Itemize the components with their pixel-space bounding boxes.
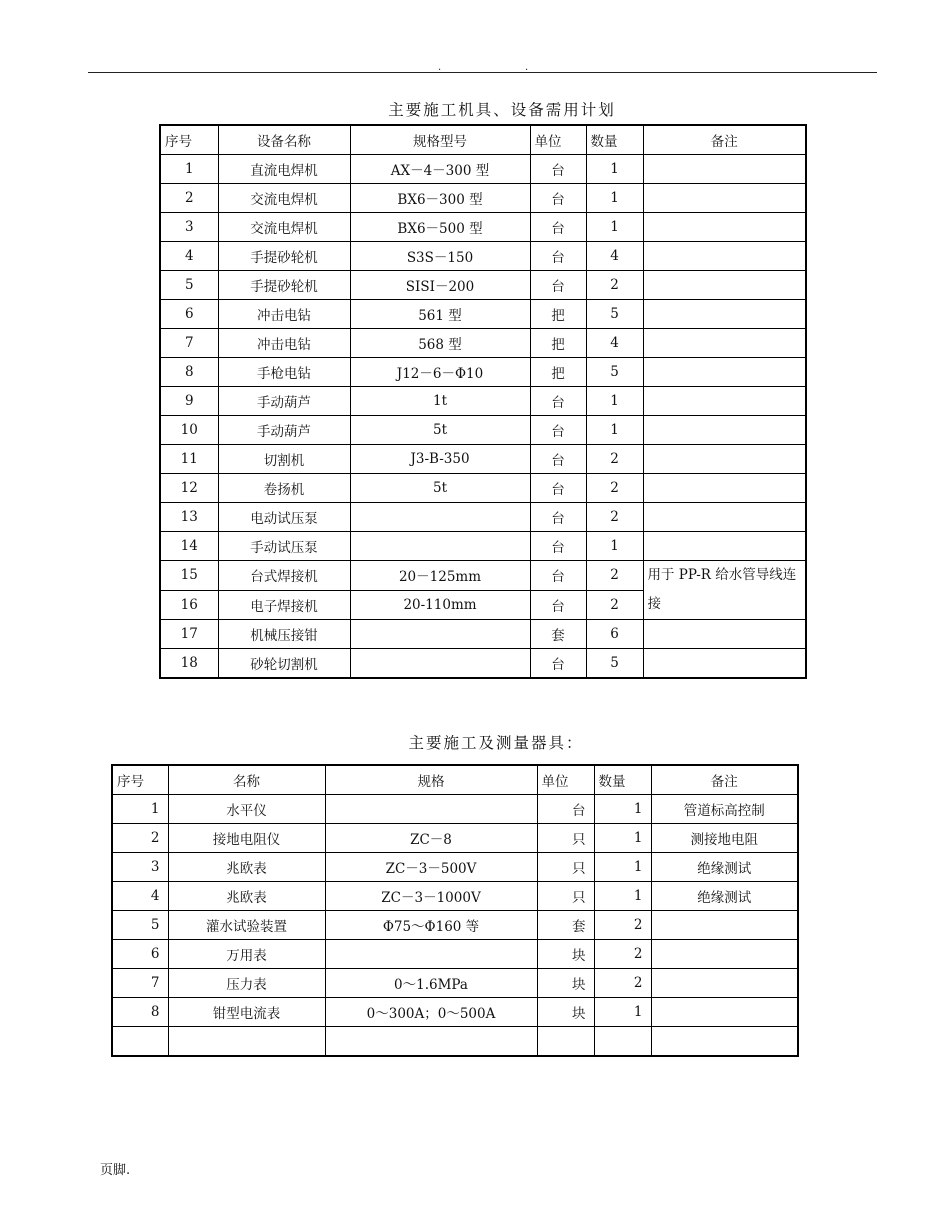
cell-qty: 2 [594,911,651,940]
table-header-row [112,765,798,795]
cell-spec: Φ75～Φ160 等 [325,911,537,940]
cell-qty: 1 [586,387,643,416]
cell-name: 电子焊接机 [218,590,350,620]
cell-qty: 1 [586,416,643,445]
cell-index: 4 [112,882,168,911]
cell-unit: 台 [530,590,586,620]
cell-name: 水平仪 [168,795,325,824]
cell-spec: 0～300A；0～500A [325,998,537,1027]
cell-remark: 测接地电阻 [651,824,798,853]
cell-unit [537,1027,594,1057]
cell-unit: 台 [530,271,586,300]
cell-remark [643,387,806,416]
table-row [112,998,798,1027]
cell-name: 台式焊接机 [218,561,350,591]
cell-name: 冲击电钻 [218,300,350,329]
cell-spec: 5t [350,416,530,445]
cell-index: 18 [160,649,218,679]
header-spec: 规格 [325,765,537,795]
cell-spec: 568 型 [350,329,530,358]
cell-index: 16 [160,590,218,620]
cell-remark [651,911,798,940]
cell-unit: 台 [530,416,586,445]
cell-index: 7 [112,969,168,998]
header-index: 序号 [160,125,218,155]
header-index: 序号 [112,765,168,795]
cell-unit: 台 [530,184,586,213]
cell-spec [350,649,530,679]
cell-spec [325,940,537,969]
cell-name: 接地电阻仪 [168,824,325,853]
cell-remark [643,503,806,532]
table-row [112,882,798,911]
cell-name: 兆欧表 [168,853,325,882]
header-dot: . [525,62,529,73]
cell-name: 切割机 [218,445,350,474]
cell-unit: 把 [530,358,586,387]
cell-index: 10 [160,416,218,445]
cell-remark [643,620,806,649]
header-unit: 单位 [537,765,594,795]
cell-unit: 台 [530,155,586,184]
table-row [160,329,806,358]
cell-qty: 2 [594,969,651,998]
cell-name: 交流电焊机 [218,184,350,213]
table-row [160,532,806,561]
cell-remark [651,1027,798,1057]
cell-name: 兆欧表 [168,882,325,911]
cell-unit: 块 [537,998,594,1027]
cell-index: 2 [112,824,168,853]
table1-title: 主要施工机具、设备需用计划 [388,101,616,119]
cell-spec: ZC－3－500V [325,853,537,882]
cell-spec: S3S－150 [350,242,530,271]
table-row [160,474,806,503]
header-dot: . [438,62,442,73]
cell-qty: 1 [586,213,643,242]
table-row [160,184,806,213]
table-row [160,271,806,300]
cell-spec: 20-110mm [350,590,530,620]
cell-index: 5 [160,271,218,300]
cell-index: 6 [160,300,218,329]
cell-index: 15 [160,561,218,591]
table-row [112,969,798,998]
cell-qty: 1 [594,824,651,853]
cell-remark [643,213,806,242]
cell-qty: 2 [586,590,643,620]
cell-index [112,1027,168,1057]
cell-name: 手提砂轮机 [218,271,350,300]
cell-index: 2 [160,184,218,213]
cell-name: 交流电焊机 [218,213,350,242]
page-footer: 页脚. [100,1163,131,1178]
table-row [112,824,798,853]
cell-remark [651,998,798,1027]
cell-unit: 只 [537,853,594,882]
header-remark: 备注 [651,765,798,795]
cell-unit: 块 [537,940,594,969]
cell-name: 手动葫芦 [218,387,350,416]
cell-name: 卷扬机 [218,474,350,503]
cell-name: 万用表 [168,940,325,969]
cell-remark [643,649,806,679]
cell-index: 8 [112,998,168,1027]
cell-index: 6 [112,940,168,969]
cell-spec: J3-B-350 [350,445,530,474]
cell-qty: 6 [586,620,643,649]
cell-spec: SISI－200 [350,271,530,300]
cell-qty: 1 [586,155,643,184]
cell-qty: 2 [586,503,643,532]
cell-remark [643,155,806,184]
cell-unit: 把 [530,300,586,329]
cell-index: 1 [160,155,218,184]
cell-unit: 台 [530,503,586,532]
equipment-table [159,124,807,679]
header-spec: 规格型号 [350,125,530,155]
cell-index: 9 [160,387,218,416]
cell-qty: 1 [594,795,651,824]
header-name: 名称 [168,765,325,795]
cell-index: 13 [160,503,218,532]
cell-remark [643,329,806,358]
cell-unit: 台 [530,445,586,474]
header-qty: 数量 [594,765,651,795]
table-row [112,795,798,824]
cell-unit: 块 [537,969,594,998]
cell-remark [643,271,806,300]
cell-remark [651,969,798,998]
cell-index: 11 [160,445,218,474]
measuring-tools-table [111,764,799,1057]
cell-remark: 绝缘测试 [651,882,798,911]
cell-spec: 5t [350,474,530,503]
cell-qty: 4 [586,329,643,358]
cell-remark [643,532,806,561]
cell-remark [643,358,806,387]
cell-unit: 只 [537,824,594,853]
header-rule [88,72,877,73]
cell-remark-merged: 用于 PP-R 给水管导线连接 [643,561,806,620]
table-row [160,503,806,532]
cell-qty: 1 [586,532,643,561]
cell-remark [643,474,806,503]
header-qty: 数量 [586,125,643,155]
cell-spec [325,1027,537,1057]
table-row [112,940,798,969]
cell-qty: 2 [594,940,651,969]
cell-qty: 5 [586,358,643,387]
cell-unit: 只 [537,882,594,911]
cell-index: 4 [160,242,218,271]
cell-name: 砂轮切割机 [218,649,350,679]
cell-unit: 套 [530,620,586,649]
cell-name: 手动葫芦 [218,416,350,445]
cell-qty [594,1027,651,1057]
cell-name: 手提砂轮机 [218,242,350,271]
cell-spec: ZC－3－1000V [325,882,537,911]
table-row [160,416,806,445]
header-remark: 备注 [643,125,806,155]
cell-unit: 把 [530,329,586,358]
header-name: 设备名称 [218,125,350,155]
cell-spec: AX－4－300 型 [350,155,530,184]
cell-name: 灌水试验装置 [168,911,325,940]
cell-remark: 管道标高控制 [651,795,798,824]
cell-spec: 1t [350,387,530,416]
table-row [112,1027,798,1057]
cell-name: 电动试压泵 [218,503,350,532]
cell-unit: 台 [530,649,586,679]
cell-qty: 1 [594,853,651,882]
cell-qty: 4 [586,242,643,271]
cell-name: 压力表 [168,969,325,998]
cell-unit: 台 [537,795,594,824]
cell-qty: 1 [594,882,651,911]
cell-index: 17 [160,620,218,649]
cell-name: 手动试压泵 [218,532,350,561]
cell-unit: 台 [530,213,586,242]
cell-remark [643,445,806,474]
table-row [112,911,798,940]
cell-unit: 台 [530,532,586,561]
cell-spec: ZC－8 [325,824,537,853]
cell-index: 14 [160,532,218,561]
cell-unit: 台 [530,242,586,271]
cell-index: 12 [160,474,218,503]
cell-spec [350,503,530,532]
cell-qty: 5 [586,649,643,679]
table-row [160,155,806,184]
table-row [160,213,806,242]
cell-qty: 1 [586,184,643,213]
table-row [160,387,806,416]
cell-spec [350,620,530,649]
cell-index: 3 [160,213,218,242]
cell-remark: 绝缘测试 [651,853,798,882]
table2-title: 主要施工及测量器具： [408,734,584,752]
cell-spec: 561 型 [350,300,530,329]
cell-remark [651,940,798,969]
cell-index: 1 [112,795,168,824]
table-row [112,853,798,882]
cell-spec: 20－125mm [350,561,530,591]
table-row [160,445,806,474]
table-row [160,649,806,679]
cell-qty: 2 [586,445,643,474]
cell-name [168,1027,325,1057]
cell-remark [643,300,806,329]
cell-qty: 2 [586,474,643,503]
cell-index: 7 [160,329,218,358]
cell-name: 冲击电钻 [218,329,350,358]
cell-spec: J12－6－Φ10 [350,358,530,387]
cell-spec: 0～1.6MPa [325,969,537,998]
cell-remark [643,184,806,213]
cell-name: 机械压接钳 [218,620,350,649]
cell-qty: 2 [586,561,643,591]
table-row [160,561,806,591]
cell-qty: 1 [594,998,651,1027]
cell-unit: 套 [537,911,594,940]
cell-index: 5 [112,911,168,940]
cell-name: 手枪电钻 [218,358,350,387]
cell-qty: 2 [586,271,643,300]
cell-remark [643,416,806,445]
cell-name: 直流电焊机 [218,155,350,184]
cell-name: 钳型电流表 [168,998,325,1027]
cell-spec: BX6－500 型 [350,213,530,242]
cell-spec: BX6－300 型 [350,184,530,213]
cell-index: 3 [112,853,168,882]
cell-remark [643,242,806,271]
table-header-row [160,125,806,155]
table-row [160,300,806,329]
cell-spec [350,532,530,561]
table-row [160,358,806,387]
table-row [160,620,806,649]
cell-unit: 台 [530,561,586,591]
cell-unit: 台 [530,474,586,503]
cell-index: 8 [160,358,218,387]
cell-qty: 5 [586,300,643,329]
table-row [160,242,806,271]
header-unit: 单位 [530,125,586,155]
cell-spec [325,795,537,824]
cell-unit: 台 [530,387,586,416]
